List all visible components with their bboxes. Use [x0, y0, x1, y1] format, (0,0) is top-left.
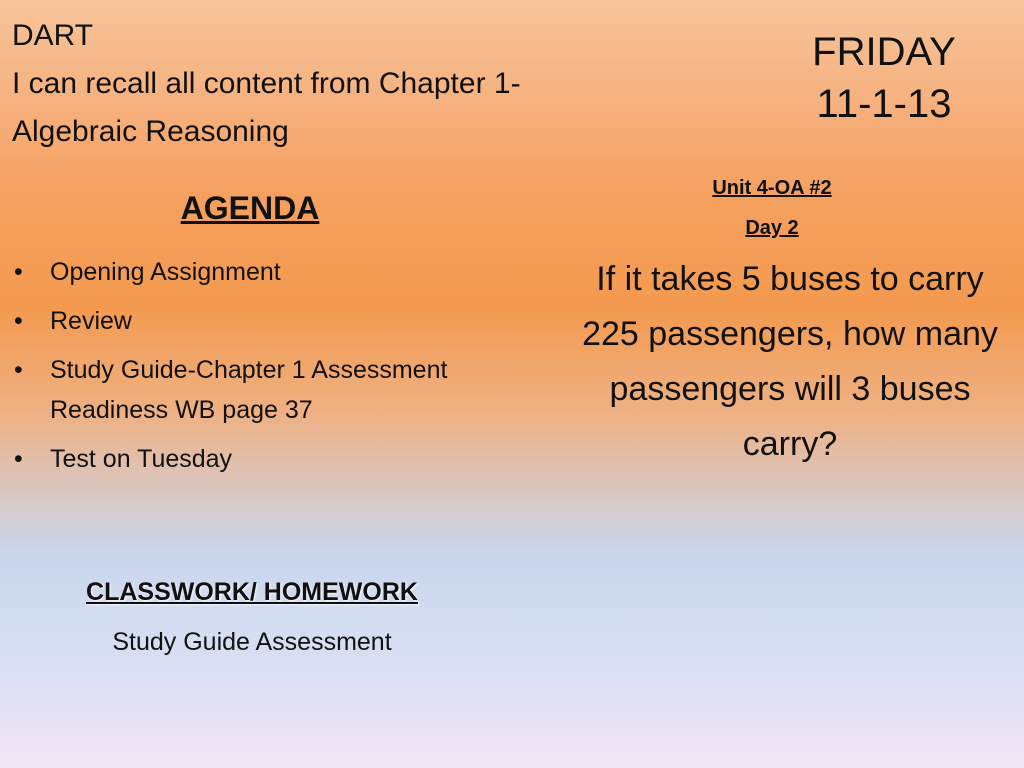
unit-block — [660, 168, 884, 248]
unit-label: Unit 4-OA #2 — [712, 177, 832, 199]
agenda-item-label: Study Guide-Chapter 1 Assessment Readiness WB page 37 — [50, 356, 448, 424]
classwork-title: CLASSWORK/ HOMEWORK — [86, 578, 418, 606]
bullet-icon: • — [14, 356, 23, 384]
bullet-icon: • — [14, 445, 23, 473]
dart-header — [12, 12, 632, 156]
dart-label: DART — [12, 19, 94, 52]
agenda-title: AGENDA — [180, 190, 320, 226]
day-of-week: FRIDAY — [812, 30, 956, 74]
objective-text: I can recall all content from Chapter 1- Algebraic Reasoning — [12, 67, 521, 148]
bullet-icon: • — [14, 258, 23, 286]
date-block — [786, 26, 982, 130]
unit-day: Day 2 — [745, 217, 799, 239]
list-item — [12, 301, 512, 341]
list-item — [12, 252, 512, 292]
classwork-body: Study Guide Assessment — [112, 628, 392, 656]
agenda-item-label: Test on Tuesday — [50, 445, 233, 473]
list-item — [12, 439, 512, 479]
agenda-item-label: Opening Assignment — [50, 258, 281, 286]
opening-problem: If it takes 5 buses to carry 225 passengers, how many passengers will 3 buses carry? — [582, 260, 998, 463]
agenda-item-label: Review — [50, 307, 132, 335]
date-text: 11-1-13 — [816, 82, 952, 126]
bullet-icon: • — [14, 307, 23, 335]
agenda-list — [12, 252, 512, 488]
list-item — [12, 350, 502, 430]
